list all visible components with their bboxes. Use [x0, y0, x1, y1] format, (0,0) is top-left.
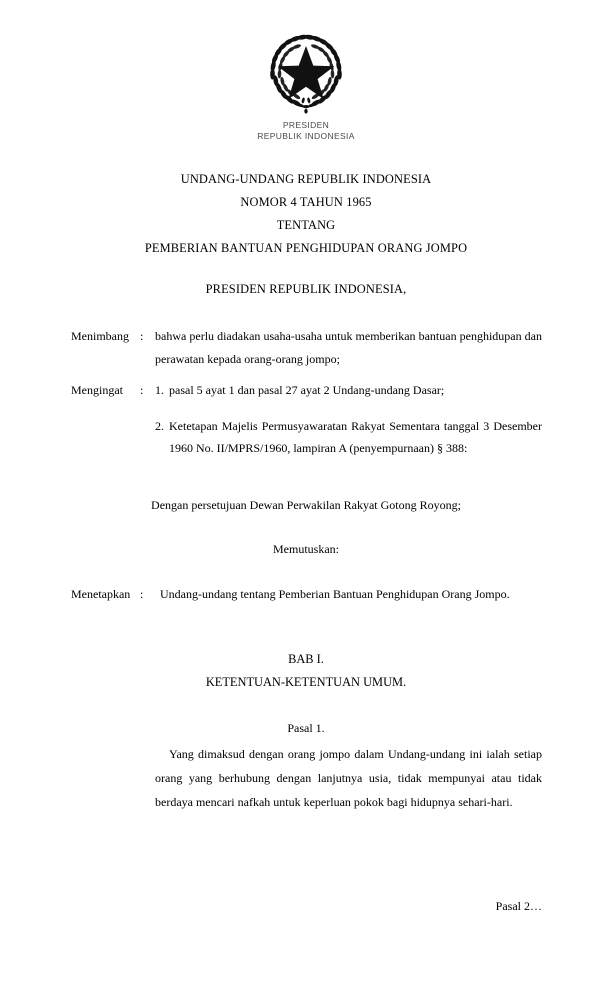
- stipulating-text: Undang-undang tentang Pemberian Bantuan Penghidupan Orang Jompo.: [160, 587, 510, 601]
- emblem-caption-line1: PRESIDEN: [282, 120, 330, 130]
- decide-line: Memutuskan:: [273, 542, 339, 556]
- title-line-2: NOMOR 4 TAHUN 1965: [240, 195, 372, 209]
- chapter-number: BAB I.: [288, 652, 324, 666]
- recalling-list: [155, 379, 542, 460]
- chapter-title: KETENTUAN-KETENTUAN UMUM.: [205, 675, 407, 689]
- garuda-star-wreath-emblem-icon: [260, 28, 352, 116]
- considering-text: bahwa perlu diadakan usaha-usaha untuk memberikan bantuan penghidupan dan perawatan kepada orang-orang jompo;: [155, 329, 542, 366]
- stipulating-colon: :: [140, 587, 144, 601]
- recalling-items: [155, 379, 542, 460]
- article-body: Yang dimaksud dengan orang jompo dalam Undang-undang ini ialah setiap orang yang berhubung dengan lanjutnya usia, tidak mempunyai atau tidak berdaya mencari nafkah untuk keperluan pokok bagi hidupnya sehari-hari.: [155, 747, 542, 809]
- list-item-text: pasal 5 ayat 1 dan pasal 27 ayat 2 Undang-undang Dasar;: [169, 383, 445, 397]
- list-item: [155, 415, 542, 460]
- title-line-3: TENTANG: [276, 218, 336, 232]
- considering-colon: :: [140, 329, 144, 343]
- list-item: [155, 379, 542, 402]
- title-line-1: UNDANG-UNDANG REPUBLIK INDONESIA: [180, 172, 432, 186]
- continuation-note: Pasal 2…: [495, 899, 542, 913]
- list-item-marker: 2.: [155, 418, 164, 433]
- emblem-caption: [0, 120, 612, 142]
- article-heading: Pasal 1.: [287, 721, 325, 735]
- list-item-marker: 1.: [155, 383, 164, 397]
- considering-clause: [71, 325, 542, 370]
- stipulating-label: Menetapkan: [71, 587, 131, 601]
- approval-line: Dengan persetujuan Dewan Perwakilan Rakyat Gotong Royong;: [151, 498, 461, 512]
- presidential-emblem-block: [0, 28, 612, 142]
- recalling-label: Mengingat: [71, 383, 123, 397]
- list-item-text: Ketetapan Majelis Permusyawaratan Rakyat Sementara tanggal 3 Desember 1960 No. II/MPRS/1960, lampiran A (penyempurnaan) § 388:: [169, 418, 542, 455]
- title-line-4: PEMBERIAN BANTUAN PENGHIDUPAN ORANG JOMPO: [144, 241, 468, 255]
- president-heading: PRESIDEN REPUBLIK INDONESIA,: [205, 282, 407, 296]
- recalling-clause: [71, 379, 542, 460]
- emblem-caption-line2: REPUBLIK INDONESIA: [257, 131, 355, 141]
- document-title-block: [70, 168, 542, 260]
- recalling-colon: :: [140, 383, 144, 397]
- stipulating-clause: [71, 583, 542, 606]
- considering-label: Menimbang: [71, 329, 129, 343]
